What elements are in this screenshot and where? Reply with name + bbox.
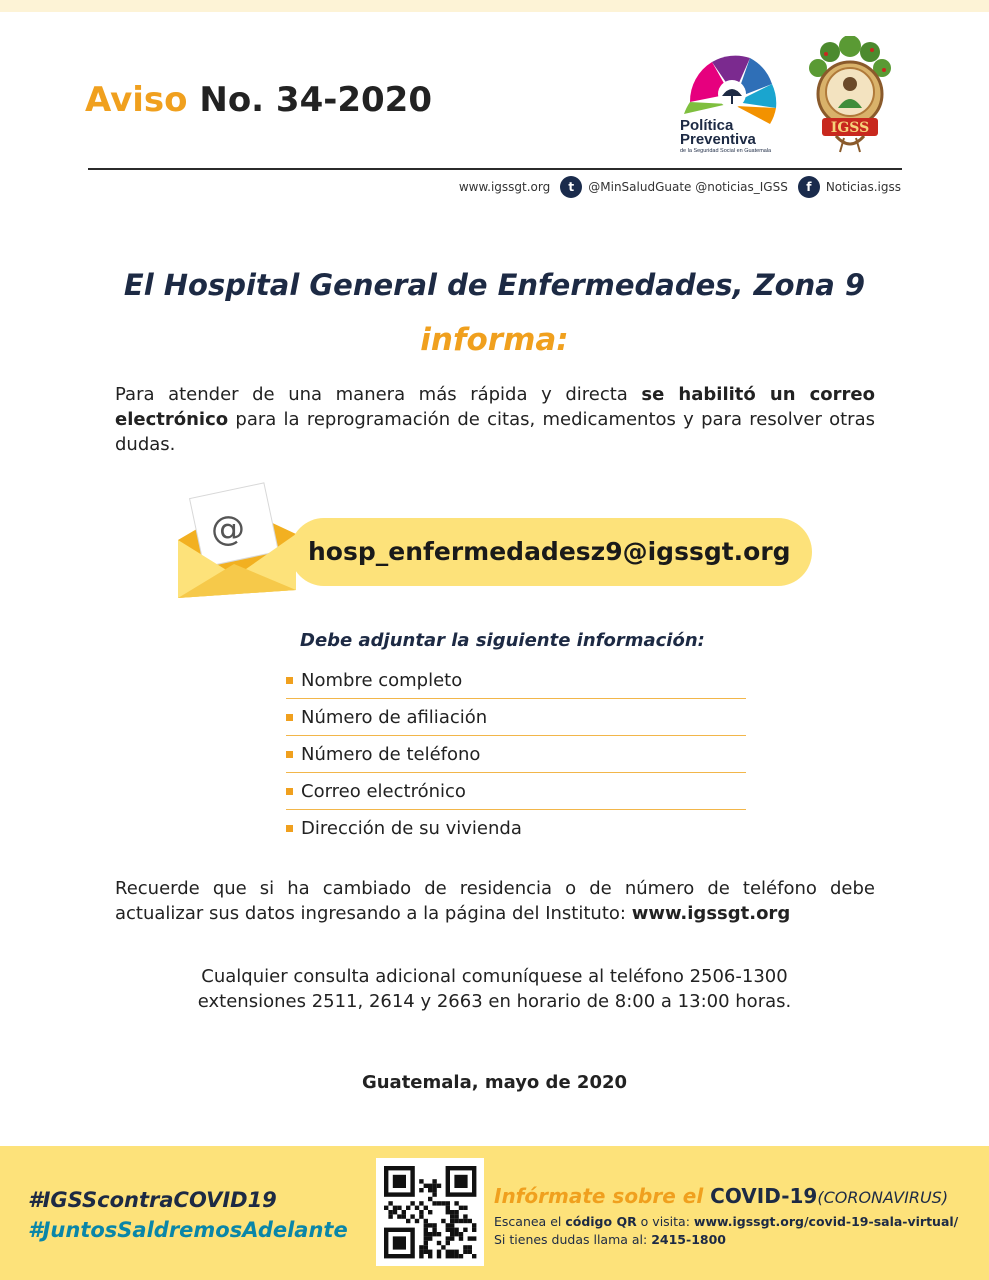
requirements-title: Debe adjuntar la siguiente información: <box>300 630 705 651</box>
covid-line-1a: Escanea el <box>494 1214 566 1229</box>
covid-line-1b: código QR <box>565 1214 637 1229</box>
covid-title-3: (CORONAVIRUS) <box>817 1188 949 1207</box>
email-address[interactable]: hosp_enfermedadesz9@igssgt.org <box>290 518 812 586</box>
requirements-list <box>286 662 746 846</box>
social-bar <box>459 176 901 198</box>
covid-phone[interactable]: 2415-1800 <box>651 1232 726 1247</box>
covid-line-2 <box>494 1232 726 1247</box>
intro-text-2: para la reprogramación de citas, medicamentos y para resolver otras dudas. <box>115 409 875 455</box>
covid-line-1 <box>494 1214 958 1229</box>
covid-title-1: Infórmate sobre el <box>494 1184 711 1208</box>
requirement-text: Dirección de su vivienda <box>301 817 522 839</box>
list-item <box>286 736 746 773</box>
contact-line-2: extensiones 2511, 2614 y 2663 en horario de 8:00 a 13:00 horas. <box>197 991 792 1012</box>
requirement-text: Número de teléfono <box>301 743 481 765</box>
qr-code-icon[interactable] <box>376 1158 484 1266</box>
bullet-icon <box>286 751 293 758</box>
contact-info <box>0 964 989 1014</box>
bullet-icon <box>286 825 293 832</box>
covid-line-1c: o visita: <box>636 1214 694 1229</box>
update-notice-text: Recuerde que si ha cambiado de residencia o de número de teléfono debe actualizar sus datos ingresando a la página del Instituto: <box>115 878 875 924</box>
bullet-icon <box>286 788 293 795</box>
envelope-icon <box>172 478 302 610</box>
logo-pp-line2: Preventiva <box>680 131 756 148</box>
intro-text-1: Para atender de una manera más rápida y directa <box>115 384 642 405</box>
website-link[interactable]: www.igssgt.org <box>458 180 551 194</box>
covid-title-2: COVID-19 <box>710 1184 818 1208</box>
header-divider <box>88 168 902 170</box>
covid-line-2a: Si tienes dudas llama al: <box>494 1232 652 1247</box>
facebook-handle[interactable]: Noticias.igss <box>825 180 901 194</box>
aviso-label: Aviso <box>85 80 188 120</box>
update-notice-site[interactable]: www.igssgt.org <box>631 903 791 924</box>
requirement-text: Número de afiliación <box>301 706 488 728</box>
subheadline: informa: <box>420 322 569 358</box>
update-notice <box>115 876 875 926</box>
facebook-icon: f <box>798 176 820 198</box>
intro-bold: se habilitó un correo electrónico <box>115 384 875 430</box>
twitter-handles[interactable]: @MinSaludGuate @noticias_IGSS <box>588 180 788 194</box>
logo-igss-text: IGSS <box>830 120 870 136</box>
list-item <box>286 810 746 846</box>
politica-preventiva-logo <box>672 44 790 156</box>
list-item <box>286 699 746 736</box>
envelope-at-symbol: @ <box>211 509 245 549</box>
aviso-number: No. 34-2020 <box>199 80 432 120</box>
list-item <box>286 662 746 699</box>
logo-pp-line1: Política <box>680 117 734 134</box>
headline: El Hospital General de Enfermedades, Zona 9 <box>123 268 866 302</box>
logo-pp-line3: de la Seguridad Social en Guatemala <box>680 148 772 154</box>
twitter-icon: t <box>560 176 582 198</box>
intro-paragraph <box>115 382 875 457</box>
bullet-icon <box>286 677 293 684</box>
notice-title <box>85 80 432 120</box>
requirement-text: Correo electrónico <box>301 780 466 802</box>
top-strip <box>0 0 989 12</box>
footer-banner <box>0 1146 989 1280</box>
bullet-icon <box>286 714 293 721</box>
hashtag-juntos: #JuntosSaldremosAdelante <box>28 1218 348 1242</box>
requirement-text: Nombre completo <box>301 669 463 691</box>
contact-line-1: Cualquier consulta adicional comuníquese al teléfono 2506-1300 <box>201 966 788 987</box>
hashtag-igss: #IGSScontraCOVID19 <box>28 1188 277 1212</box>
dateline: Guatemala, mayo de 2020 <box>361 1072 628 1093</box>
covid-link[interactable]: www.igssgt.org/covid-19-sala-virtual/ <box>693 1214 959 1229</box>
list-item <box>286 773 746 810</box>
igss-logo <box>800 36 900 156</box>
covid-title <box>494 1184 948 1208</box>
